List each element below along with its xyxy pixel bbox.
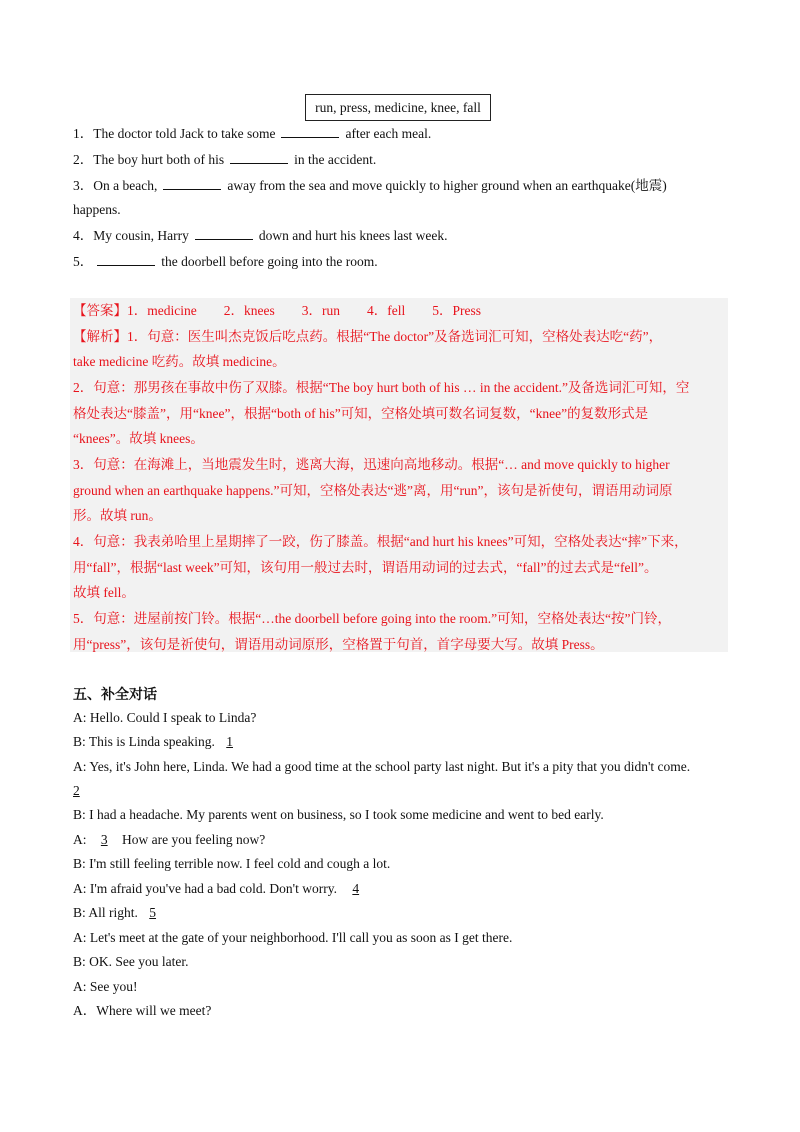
- dialogue-blank: 5: [149, 905, 157, 920]
- dialogue-text: A:: [73, 832, 87, 847]
- explanation-line: 用“fall”，根据“last week”可知，该句用一般过去时，谓语用动词的过去式，“fall”的过去式是“fell”。: [73, 560, 658, 575]
- dialogue-line: [73, 904, 164, 922]
- explanation-line: 故填 fell。: [73, 585, 135, 600]
- dialogue-text: B: All right.: [73, 905, 138, 920]
- question-2: [73, 150, 376, 169]
- question-number: 1．: [73, 126, 94, 141]
- answer-line: 【答案】1．medicine 2．knees 3．run 4．fell 5．Press: [73, 303, 481, 318]
- dialogue-line: A: See you!: [73, 979, 138, 994]
- dialogue-line: A: Let's meet at the gate of your neighborhood. I'll call you as soon as I get there.: [73, 930, 513, 945]
- dialogue-blank: 2: [73, 783, 80, 798]
- dialogue-blank: 1: [226, 734, 233, 749]
- question-3: [73, 176, 667, 195]
- explanation-line: 用“press”，该句是祈使句，谓语用动词原形，空格置于句首，首字母要大写。故填 Press。: [73, 637, 604, 652]
- section-title: 五、补全对话: [73, 687, 157, 703]
- question-number: 5．: [73, 254, 94, 269]
- dialogue-line: B: I'm still feeling terrible now. I feel cold and cough a lot.: [73, 856, 391, 871]
- dialogue-line: [73, 733, 241, 751]
- dialogue-text: How are you feeling now?: [122, 832, 266, 847]
- word-bank-box: run, press, medicine, knee, fall: [305, 94, 491, 121]
- explanation-line: “knees”。故填 knees。: [73, 431, 204, 446]
- dialogue-line: A: Yes, it's John here, Linda. We had a good time at the school party last night. But it's a pity that you didn't come.: [73, 759, 691, 774]
- explanation-line: 5．句意：进屋前按门铃。根据“…the doorbell before going into the room.”可知，空格处表达“按”门铃，: [73, 611, 672, 626]
- question-text: down and hurt his knees last week.: [258, 228, 448, 243]
- explanation-line: 2．句意：那男孩在事故中伤了双膝。根据“The boy hurt both of his … in the accident.”及备选词汇可知，空: [73, 380, 690, 395]
- explanation-line: 形。故填 run。: [73, 508, 162, 523]
- question-text: My cousin, Harry: [93, 228, 189, 243]
- explanation-line: ground when an earthquake happens.”可知，空格处表达“逃”离，用“run”，该句是祈使句，谓语用动词原: [73, 483, 673, 498]
- question-number: 4．: [73, 228, 94, 243]
- dialogue-text: B: This is Linda speaking.: [73, 734, 215, 749]
- dialogue-text: A: I'm afraid you've had a bad cold. Don't worry.: [73, 881, 337, 896]
- explanation-line: take medicine 吃药。故填 medicine。: [73, 354, 286, 369]
- fill-blank: [281, 124, 339, 138]
- answer-explanation-box: [70, 298, 728, 652]
- explanation-line: 3．句意：在海滩上，当地震发生时，逃离大海，迅速向高地移动。根据“… and move quickly to higher: [73, 457, 670, 472]
- dialogue-line: B: OK. See you later.: [73, 954, 189, 969]
- dialogue-blank: 3: [100, 832, 108, 847]
- question-text: away from the sea and move quickly to higher ground when an earthquake(地震): [227, 178, 667, 193]
- dialogue-line: [73, 831, 265, 849]
- question-text: in the accident.: [294, 152, 377, 167]
- question-text: On a beach,: [93, 178, 158, 193]
- question-text: The doctor told Jack to take some: [93, 126, 276, 141]
- question-4: [73, 226, 447, 245]
- explanation-line: 4．句意：我表弟哈里上星期摔了一跤，伤了膝盖。根据“and hurt his knees”可知，空格处表达“摔”下来，: [73, 534, 688, 549]
- dialogue-line: [73, 782, 85, 800]
- explanation-line: 【解析】1．句意：医生叫杰克饭后吃点药。根据“The doctor”及备选词汇可知，空格处表达吃“药”，: [73, 329, 663, 344]
- question-number: 3．: [73, 178, 94, 193]
- question-number: 2．: [73, 152, 94, 167]
- question-text: after each meal.: [345, 126, 432, 141]
- fill-blank: [195, 226, 253, 240]
- dialogue-line: A: Hello. Could I speak to Linda?: [73, 710, 257, 725]
- dialogue-blank: 4: [352, 881, 360, 896]
- question-1: [73, 124, 431, 143]
- explanation-line: 格处表达“膝盖”，用“knee”，根据“both of his”可知，空格处填可数名词复数，“knee”的复数形式是: [73, 406, 649, 421]
- question-text: The boy hurt both of his: [93, 152, 225, 167]
- fill-blank: [163, 176, 221, 190]
- question-5: [73, 252, 378, 271]
- dialogue-line: B: I had a headache. My parents went on business, so I took some medicine and went to bed early.: [73, 807, 604, 822]
- question-3-continued: happens.: [73, 202, 121, 217]
- option-line: A．Where will we meet?: [73, 1003, 212, 1018]
- fill-blank: [230, 150, 288, 164]
- fill-blank: [97, 252, 155, 266]
- question-text: the doorbell before going into the room.: [161, 254, 378, 269]
- dialogue-line: [73, 880, 367, 898]
